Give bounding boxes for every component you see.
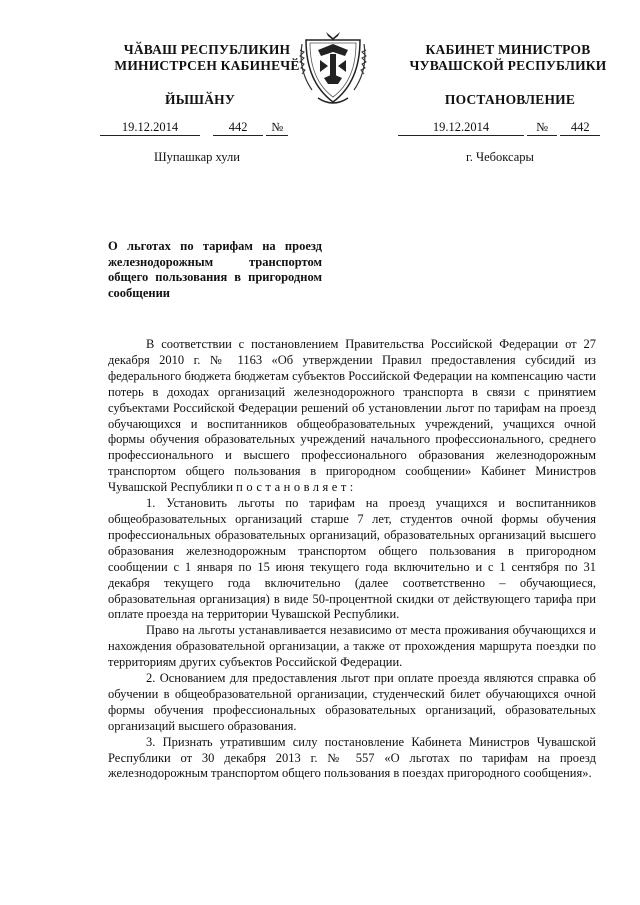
left-number-sign: № (266, 120, 288, 136)
document-title: О льготах по тарифам на проезд железнодорожным транспортом общего пользования в пригородном сообщении (108, 239, 322, 300)
right-number: 442 (560, 120, 600, 136)
left-date: 19.12.2014 (100, 120, 200, 136)
right-org-line1: КАБИНЕТ МИНИСТРОВ (425, 42, 591, 57)
item-1: 1. Установить льготы по тарифам на проезд учащихся и воспитанников общеобразовательных организаций старше 7 лет, студентов очной формы обучения профессиональных образовательных организаций, образовательных организаций высшего образования железнодорожным транспортом общего пользования в пригородном сообщении с 1 января по 15 июня текущего года включительно и с 1 сентября по 31 декабря текущего года включительно (далее соответственно – обучающиеся, образовательная организация) в виде 50-процентной скидки от действующего тарифа при оплате проезда на территории Чувашской Республики. (108, 496, 596, 622)
right-date: 19.12.2014 (398, 120, 524, 136)
right-organization-name (388, 42, 628, 74)
right-org-line2: ЧУВАШСКОЙ РЕСПУБЛИКИ (409, 58, 607, 73)
resolves-word: постановляет: (236, 480, 357, 495)
left-date-line (100, 120, 288, 136)
right-number-sign: № (527, 120, 557, 136)
city-right: г. Чебоксары (466, 150, 534, 164)
item-2: 2. Основанием для предоставления льгот при оплате проезда являются справка об обучении в общеобразовательной организации, студенческий билет обучающихся очной формы обучения профессиональных образовательных организаций, образовательных организаций высшего образования. (108, 671, 596, 733)
left-org-line1: ЧӐВАШ РЕСПУБЛИКИН (123, 42, 291, 57)
left-document-type: ЙЫШӐНУ (165, 92, 235, 107)
left-org-line2: МИНИСТРСЕН КАБИНЕЧӖ (114, 58, 300, 73)
item-1-note: Право на льготы устанавливается независимо от места проживания обучающихся и нахождения образовательной организации, а также от прохождения маршрута поездки по территориям других субъектов Российской Федерации. (108, 623, 596, 670)
city-left: Шупашкар хули (154, 150, 240, 164)
left-organization-name (92, 42, 322, 74)
left-number: 442 (213, 120, 263, 136)
item-3: 3. Признать утратившим силу постановление Кабинета Министров Чувашской Республики от 30 декабря 2013 г. № 557 «О льготах по тарифам на проезд железнодорожным транспортом общего пользования в поездах пригородного сообщения». (108, 734, 596, 781)
preamble-paragraph (108, 337, 596, 496)
preamble-text: В соответствии с постановлением Правительства Российской Федерации от 27 декабря 2010 г. № 1163 «Об утверждении Правил предоставления субсидий из федерального бюджета бюджетам субъектов Российской Федерации на компенсацию части потерь в доходах организаций железнодорожного транспорта в связи с принятием субъектами Российской Федерации решений об установлении льгот по тарифам на проезд обучающихся и воспитанников общеобразовательных учреждений, учащихся очной формы обучения образовательных учреждений начального профессионального, среднего профессионального и высшего профессионального образования железнодорожным транспортом общего пользования в пригородном сообщении» Кабинет Министров Чувашской Республики (108, 337, 596, 495)
right-date-line (398, 120, 600, 136)
chuvashia-coat-of-arms-icon (298, 30, 368, 110)
right-document-type: ПОСТАНОВЛЕНИЕ (444, 92, 576, 107)
document-body (108, 337, 596, 782)
